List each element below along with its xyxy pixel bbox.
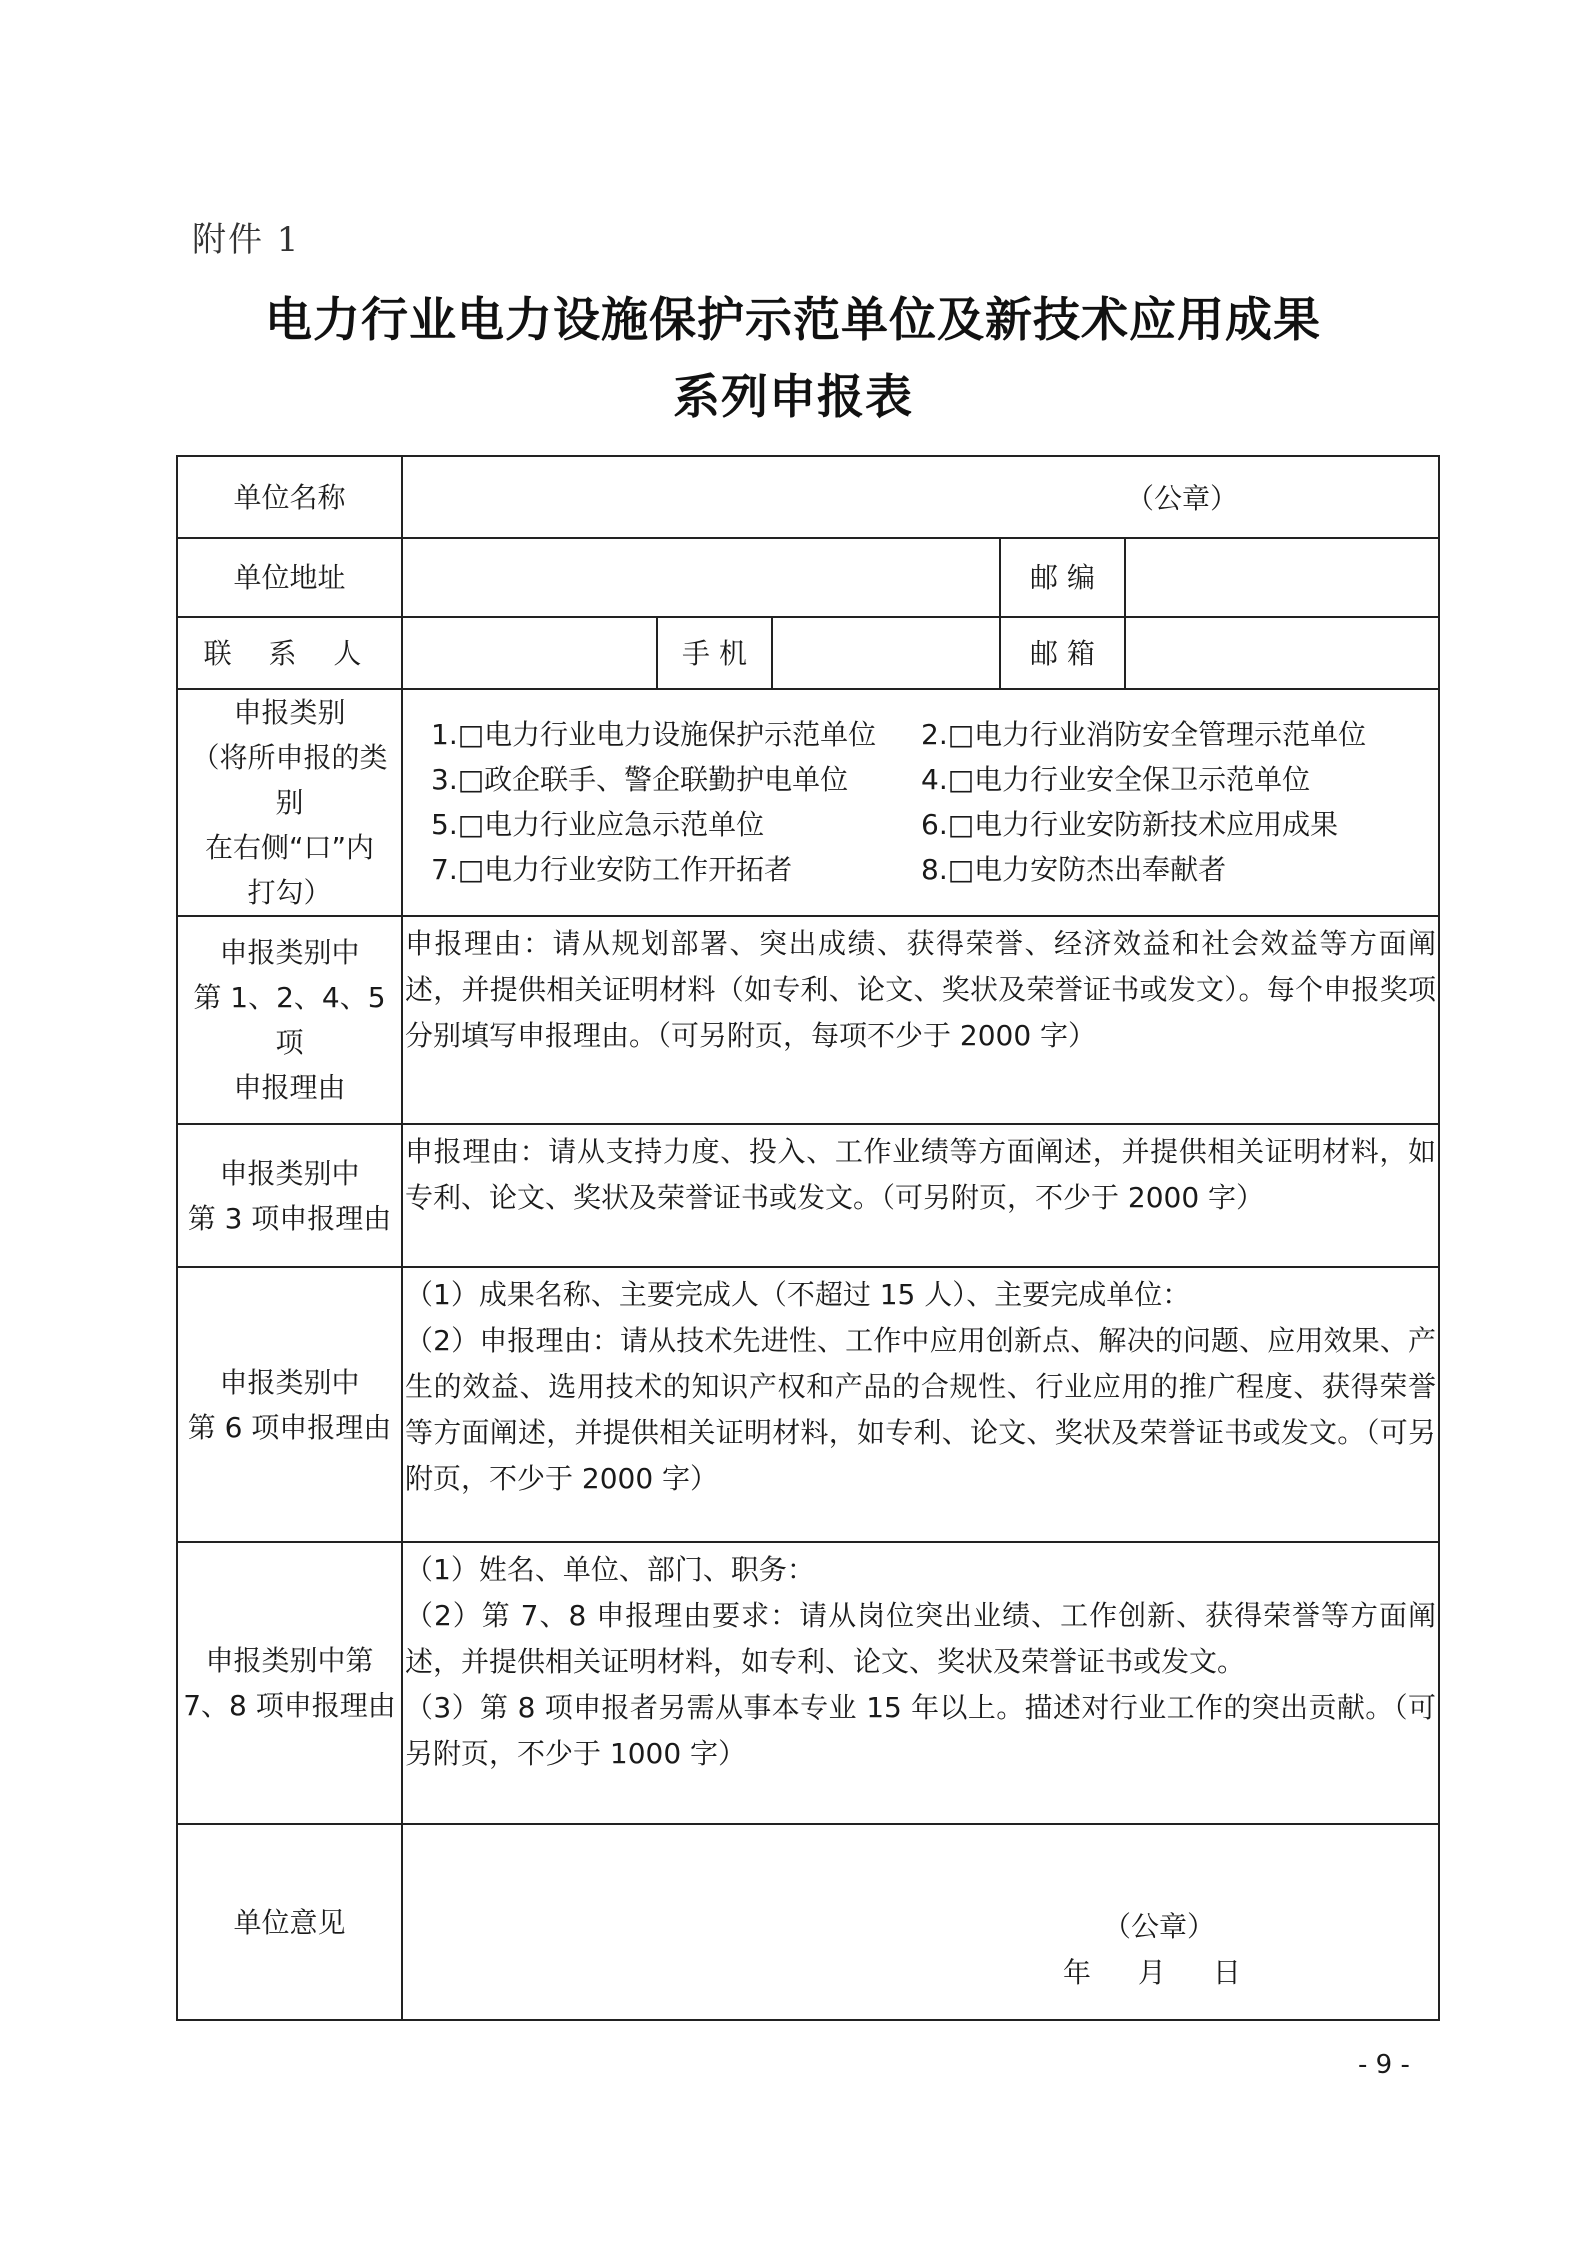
opinion-date	[1063, 1951, 1279, 1991]
row-address	[177, 538, 1439, 617]
postcode-label: 邮 编	[1000, 538, 1125, 617]
row-unit-name	[177, 456, 1439, 538]
reason-78-label	[177, 1542, 402, 1824]
row-reason-78	[177, 1542, 1439, 1824]
category-option-7[interactable]: 7.□电力行业安防工作开拓者	[431, 853, 793, 886]
application-form-table	[176, 455, 1440, 2021]
category-options	[402, 689, 1439, 916]
category-label-line: （将所申报的类别	[191, 741, 388, 819]
reason-3-label-line: 第 3 项申报理由	[187, 1201, 392, 1235]
mobile-field[interactable]	[772, 617, 1000, 689]
reason-78-paragraph: （1）姓名、单位、部门、职务：	[405, 1553, 815, 1586]
address-field[interactable]	[402, 538, 1000, 617]
reason-6-paragraph: （1）成果名称、主要完成人（不超过 15 人）、主要完成单位：	[405, 1278, 1191, 1311]
opinion-field[interactable]	[402, 1824, 1439, 2020]
reason-1245-label-line: 申报类别中	[219, 936, 360, 969]
category-option-3[interactable]: 3.□政企联手、警企联勤护电单位	[431, 763, 849, 796]
row-reason-6	[177, 1267, 1439, 1542]
row-reason-3	[177, 1124, 1439, 1267]
unit-name-seal: （公章）	[1126, 482, 1239, 515]
contact-label: 联 系 人	[177, 617, 402, 689]
reason-1245-label-line: 第 1、2、4、5 项	[193, 981, 386, 1059]
email-field[interactable]	[1125, 617, 1439, 689]
category-label-line: 在右侧“口”内	[204, 831, 374, 864]
opinion-day: 日	[1212, 1956, 1241, 1989]
opinion-seal: （公章）	[1103, 1910, 1216, 1943]
attachment-label: 附件 1	[192, 220, 301, 260]
category-option-2[interactable]: 2.□电力行业消防安全管理示范单位	[921, 718, 1367, 751]
category-option-6[interactable]: 6.□电力行业安防新技术应用成果	[921, 808, 1339, 841]
reason-3-label	[177, 1124, 402, 1267]
category-label	[177, 689, 402, 916]
row-contact	[177, 617, 1439, 689]
address-label: 单位地址	[177, 538, 402, 617]
reason-1245-label	[177, 916, 402, 1124]
postcode-field[interactable]	[1125, 538, 1439, 617]
category-label-line: 申报类别	[233, 696, 346, 729]
unit-name-field[interactable]	[402, 456, 1439, 538]
reason-6-label	[177, 1267, 402, 1542]
category-option-1[interactable]: 1.□电力行业电力设施保护示范单位	[431, 718, 877, 751]
reason-6-field[interactable]	[402, 1267, 1439, 1542]
row-category	[177, 689, 1439, 916]
reason-78-paragraph: （3）第 8 项申报者另需从事本专业 15 年以上。描述对行业工作的突出贡献。（可另附页，不少于 1000 字）	[405, 1691, 1437, 1770]
opinion-year: 年	[1063, 1956, 1092, 1989]
category-option-8[interactable]: 8.□电力安防杰出奉献者	[921, 853, 1227, 886]
reason-1245-field[interactable]	[402, 916, 1439, 1124]
page-number: - 9 -	[1358, 2050, 1410, 2080]
reason-78-label-line: 7、8 项申报理由	[183, 1689, 396, 1722]
form-title: 电力行业电力设施保护示范单位及新技术应用成果	[265, 293, 1321, 348]
reason-3-label-line: 申报类别中	[219, 1156, 360, 1190]
opinion-label: 单位意见	[177, 1824, 402, 2020]
reason-1245-text: 申报理由：请从规划部署、突出成绩、获得荣誉、经济效益和社会效益等方面阐述，并提供相关证明材料（如专利、论文、奖状及荣誉证书或发文）。每个申报奖项分别填写申报理由。（可另附页，每项不少于 2000 字）	[405, 927, 1437, 1052]
reason-6-label-line: 申报类别中	[219, 1365, 360, 1399]
reason-78-field[interactable]	[402, 1542, 1439, 1824]
row-reason-1245	[177, 916, 1439, 1124]
reason-78-label-line: 申报类别中第	[205, 1644, 374, 1677]
row-opinion	[177, 1824, 1439, 2020]
mobile-label: 手 机	[657, 617, 772, 689]
reason-6-paragraph: （2）申报理由：请从技术先进性、工作中应用创新点、解决的问题、应用效果、产生的效益、选用技术的知识产权和产品的合规性、行业应用的推广程度、获得荣誉等方面阐述，并提供相关证明材料，如专利、论文、奖状及荣誉证书或发文。（可另附页，不少于 2000 字）	[405, 1324, 1437, 1495]
contact-field[interactable]	[402, 617, 657, 689]
reason-3-text: 申报理由：请从支持力度、投入、工作业绩等方面阐述，并提供相关证明材料，如专利、论文、奖状及荣誉证书或发文。（可另附页，不少于 2000 字）	[405, 1135, 1437, 1214]
category-label-line: 打勾）	[247, 876, 332, 909]
reason-1245-label-line: 申报理由	[233, 1071, 346, 1104]
reason-3-field[interactable]	[402, 1124, 1439, 1267]
form-subtitle: 系列申报表	[673, 370, 913, 425]
category-option-5[interactable]: 5.□电力行业应急示范单位	[431, 808, 765, 841]
email-label: 邮 箱	[1000, 617, 1125, 689]
opinion-month: 月	[1137, 1956, 1166, 1989]
reason-78-paragraph: （2）第 7、8 申报理由要求：请从岗位突出业绩、工作创新、获得荣誉等方面阐述，并提供相关证明材料，如专利、论文、奖状及荣誉证书或发文。	[405, 1599, 1437, 1678]
category-option-4[interactable]: 4.□电力行业安全保卫示范单位	[921, 763, 1311, 796]
unit-name-label: 单位名称	[177, 456, 402, 538]
reason-6-label-line: 第 6 项申报理由	[187, 1410, 392, 1444]
